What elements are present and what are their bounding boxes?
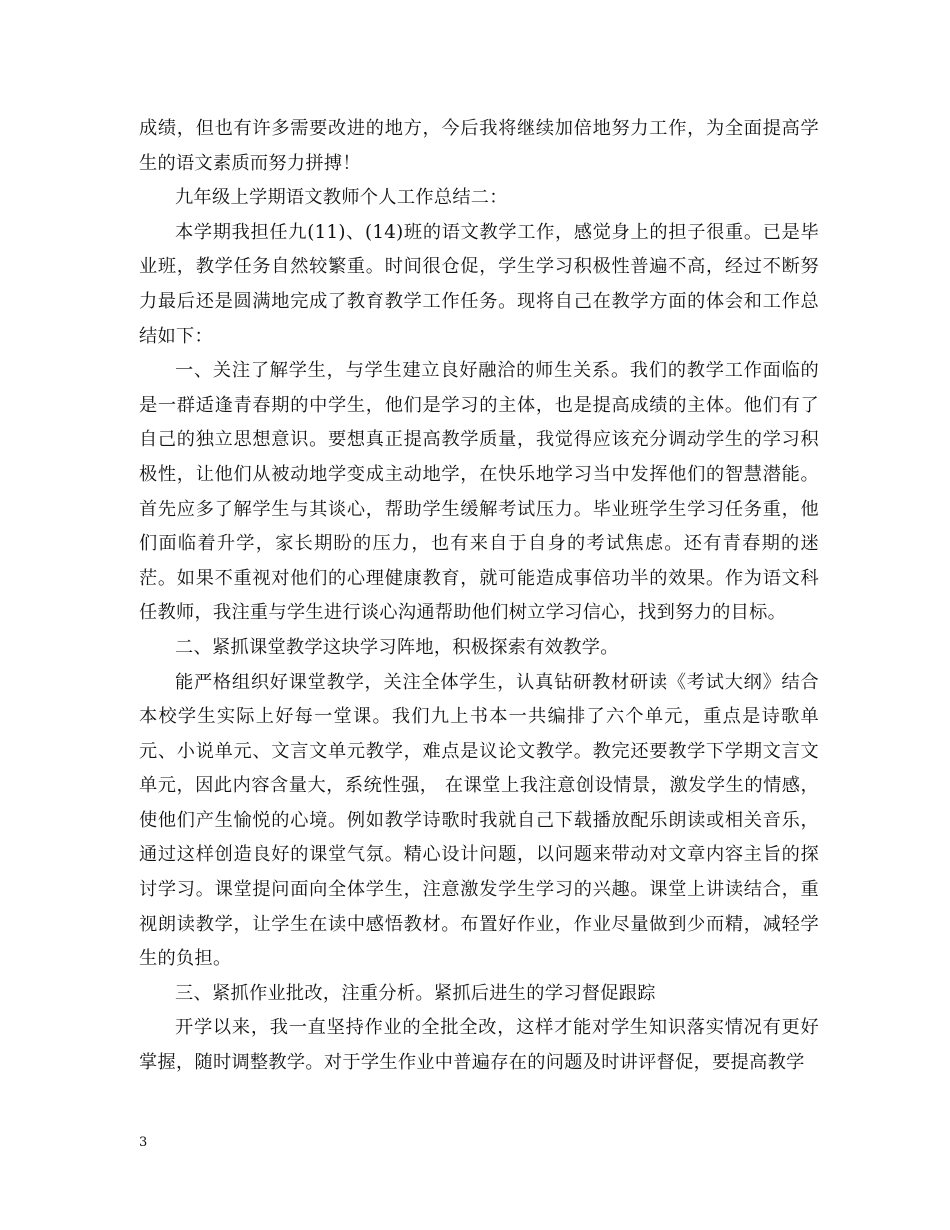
paragraph: 一、关注了解学生，与学生建立良好融洽的师生关系。我们的教学工作面临的是一群适逢青春期的中学生，他们是学习的主体，也是提高成绩的主体。他们有了自己的独立思想意识。要想真正提高教学质量，我觉得应该充分调动学生的学习积极性，让他们从被动地学变成主动地学，在快乐地学习当中发挥他们的智慧潜能。首先应多了解学生与其谈心，帮助学生缓解考试压力。毕业班学生学习任务重，他们面临着升学，家长期盼的压力，也有来自于自身的考试焦虑。还有青春期的迷茫。如果不重视对他们的心理健康教育，就可能造成事倍功半的效果。作为语文科任教师，我注重与学生进行谈心沟通帮助他们树立学习信心，找到努力的目标。 — [139, 360, 819, 624]
page-number: 3 — [139, 1135, 148, 1150]
section-heading: 九年级上学期语文教师个人工作总结二： — [175, 187, 508, 209]
paragraph: 开学以来，我一直坚持作业的全批全改，这样才能对学生知识落实情况有更好掌握，随时调整教学。对于学生作业中普遍存在的问题及时讲评督促，要提高教学 — [139, 1017, 819, 1074]
paragraph: 本学期我担任九(11)、(14)班的语文教学工作，感觉身上的担子很重。已是毕业班，教学任务自然较繁重。时间很仓促，学生学习积极性普遍不高，经过不断努力最后还是圆满地完成了教育教学工作任务。现将自己在教学方面的体会和工作总结如下： — [139, 221, 819, 347]
section-heading: 二、紧抓课堂教学这块学习阵地，积极探索有效教学。 — [175, 636, 619, 658]
paragraph: 能严格组织好课堂教学，关注全体学生，认真钻研教材研读《考试大纲》结合本校学生实际上好每一堂课。我们九上书本一共编排了六个单元，重点是诗歌单元、小说单元、文言文单元教学，难点是议论文教学。教完还要教学下学期文言文单元，因此内容含量大，系统性强， 在课堂上我注意创设情景，激发学生的情感，使他们产生愉悦的心境。例如教学诗歌时我就自己下载播放配乐朗读或相关音乐，通过这样创造良好的课堂气氛。精心设计问题，以问题来带动对文章内容主旨的探讨学习。课堂提问面向全体学生，注意激发学生学习的兴趣。课堂上讲读结合，重视朗读教学，让学生在读中感悟教材。布置好作业，作业尽量做到少而精，减轻学生的负担。 — [139, 671, 819, 970]
section-heading: 三、紧抓作业批改，注重分析。紧抓后进生的学习督促跟踪 — [175, 982, 656, 1004]
document-body — [139, 112, 819, 1081]
paragraph: 成绩，但也有许多需要改进的地方，今后我将继续加倍地努力工作，为全面提高学生的语文素质而努力拼搏！ — [139, 118, 819, 174]
